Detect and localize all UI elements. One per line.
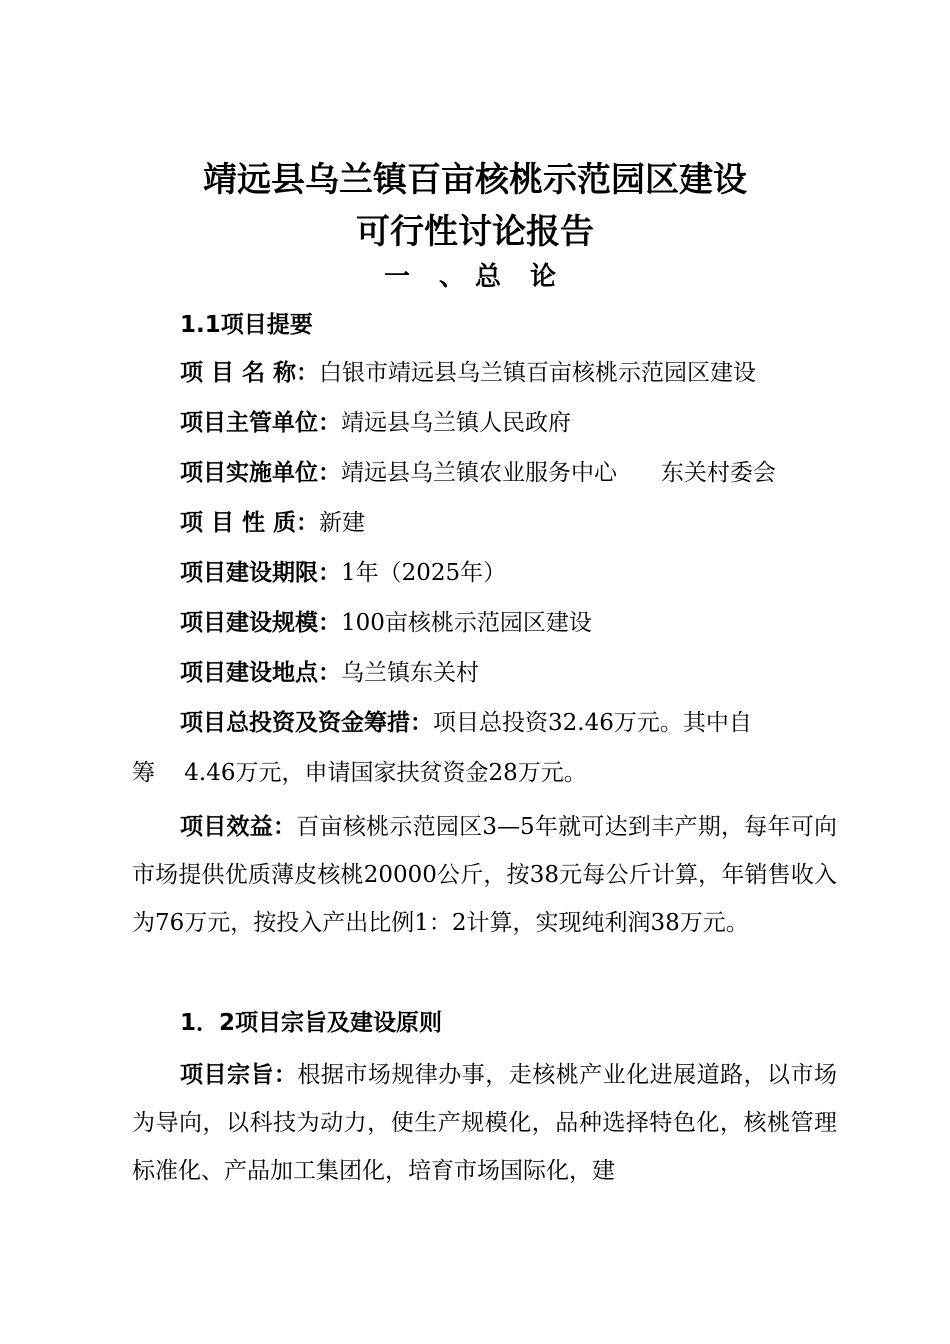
field-value: 100亩核桃示范园区建设 [341,610,592,636]
field-label: 项目实施单位： [180,460,341,486]
field-value: 新建 [319,510,366,536]
subsection-heading-1-2: 1．2项目宗旨及建设原则 [180,1010,443,1036]
field-value: 1年（2025年） [341,560,507,586]
field-project-name [180,357,756,389]
field-label: 项目建设地点： [180,660,341,686]
field-label: 项 目 性 质： [180,510,320,536]
investment-line2: 筹 4.46万元，申请国家扶贫资金28万元。 [132,760,587,786]
field-project-nature [180,507,365,539]
field-construction-period [180,557,506,589]
field-label: 项 目 名 称： [180,360,320,386]
benefit-label: 项目效益： [180,814,297,840]
field-label: 项目建设规模： [180,610,341,636]
benefit-paragraph [132,803,837,947]
purpose-text: 根据市场规律办事，走核桃产业化进展道路，以市场为导向，以科技为动力，使生产规模化，品种选择特色化，核桃管理标准化、产品加工集团化，培育市场国际化，建 [132,1062,838,1184]
field-value: 靖远县乌兰镇农业服务中心 东关村委会 [341,460,776,486]
field-value: 靖远县乌兰镇人民政府 [341,410,571,436]
section-heading-general: 一 、总 论 [383,262,567,292]
purpose-paragraph [132,1051,837,1195]
benefit-text: 百亩核桃示范园区3—5年就可达到丰产期，每年可向市场提供优质薄皮核桃20000公斤，按38元每公斤计算，年销售收入为76万元，按投入产出比例1：2计算，实现纯利润38万元。 [132,814,837,936]
field-construction-site [180,657,479,689]
field-label: 项目主管单位： [180,410,341,436]
field-value: 白银市靖远县乌兰镇百亩核桃示范园区建设 [319,360,757,386]
investment-line1 [180,707,752,739]
field-label: 项目建设期限： [180,560,341,586]
investment-value: 项目总投资32.46万元。其中自 [433,710,752,736]
subsection-heading-1-1: 1.1项目提要 [180,312,313,338]
field-value: 乌兰镇东关村 [341,660,479,686]
purpose-label: 项目宗旨： [180,1062,298,1088]
field-supervising-unit [180,407,571,439]
report-title-line1: 靖远县乌兰镇百亩核桃示范园区建设 [203,160,747,200]
investment-label: 项目总投资及资金筹措： [180,710,433,736]
field-construction-scale [180,607,592,639]
report-title-line2: 可行性讨论报告 [356,212,594,252]
field-implementing-unit [180,457,776,489]
